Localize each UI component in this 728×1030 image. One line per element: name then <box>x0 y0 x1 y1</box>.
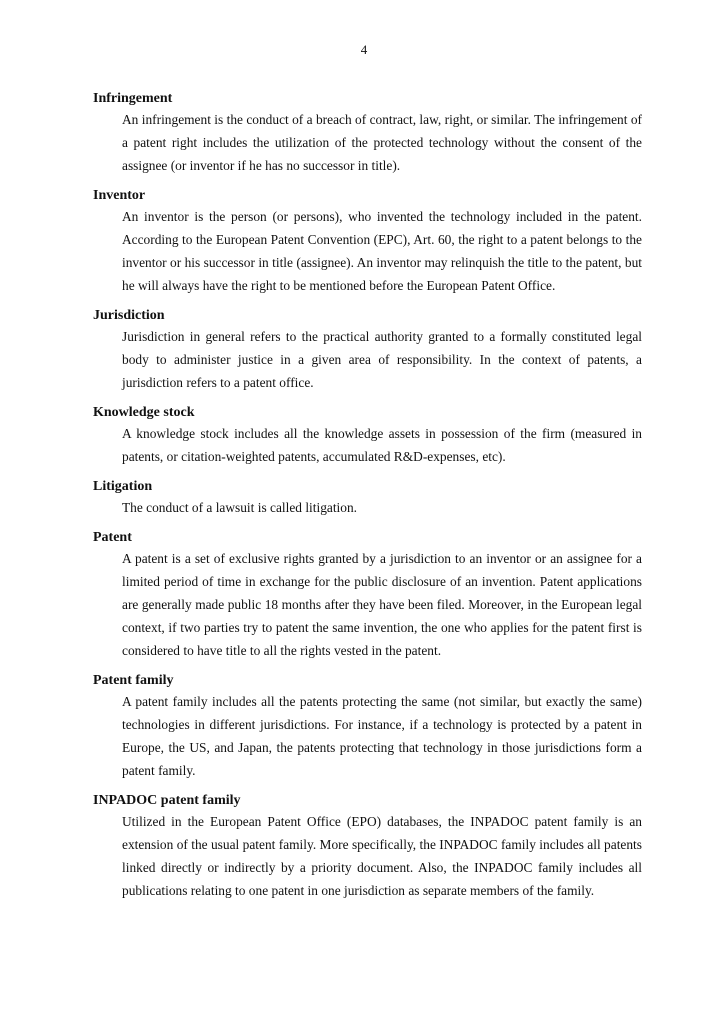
glossary-definition: A patent is a set of exclusive rights granted by a jurisdiction to an inventor or an assignee for a limited period of time in exchange for the public disclosure of an invention. Patent applications are generally made public 18 months after they have been filed. Moreover, in the European legal context, if two parties try to patent the same invention, the one who applies for the patent first is considered to have title to all the rights vested in the patent. <box>122 551 642 658</box>
glossary-term: Litigation <box>93 479 153 494</box>
glossary-term: Patent family <box>93 673 174 688</box>
glossary-definition: Jurisdiction in general refers to the practical authority granted to a formally constituted legal body to administer justice in a given area of responsibility. In the context of patents, a jurisdiction refers to a patent office. <box>122 329 642 390</box>
glossary-definition: A patent family includes all the patents protecting the same (not similar, but exactly the same) technologies in different jurisdictions. For instance, if a technology is protected by a patent in Europe, the US, and Japan, the patents protecting that technology in those jurisdictions form a patent family. <box>122 694 642 778</box>
glossary-entry-knowledge-stock <box>93 403 642 468</box>
glossary-definition: An inventor is the person (or persons), who invented the technology included in the patent. According to the European Patent Convention (EPC), Art. 60, the right to a patent belongs to the inventor or his successor in title (assignee). An inventor may relinquish the title to the patent, but he will always have the right to be mentioned before the European Patent Office. <box>122 209 642 293</box>
glossary-term: INPADOC patent family <box>93 793 241 808</box>
glossary-definition: A knowledge stock includes all the knowledge assets in possession of the firm (measured in patents, or citation-weighted patents, accumulated R&D-expenses, etc). <box>122 426 642 464</box>
glossary-definition: Utilized in the European Patent Office (EPO) databases, the INPADOC patent family is an extension of the usual patent family. More specifically, the INPADOC family includes all patents linked directly or indirectly by a priority document. Also, the INPADOC family includes all publications relating to one patent in one jurisdiction as separate members of the family. <box>122 814 642 898</box>
glossary-definition: The conduct of a lawsuit is called litigation. <box>122 500 358 515</box>
glossary-entry-inventor <box>93 186 642 297</box>
glossary-entry-infringement <box>93 89 642 177</box>
glossary-term: Jurisdiction <box>93 308 165 323</box>
glossary-term: Patent <box>93 530 132 545</box>
glossary-term: Inventor <box>93 188 146 203</box>
glossary-list <box>93 89 642 911</box>
glossary-entry-inpadoc-patent-family <box>93 791 642 902</box>
glossary-entry-jurisdiction <box>93 306 642 394</box>
glossary-entry-patent <box>93 528 642 662</box>
glossary-definition: An infringement is the conduct of a breach of contract, law, right, or similar. The infringement of a patent right includes the utilization of the protected technology without the consent of the assignee (or inventor if he has no successor in title). <box>122 112 642 173</box>
page-number: 4 <box>360 42 368 57</box>
glossary-entry-patent-family <box>93 671 642 782</box>
glossary-term: Knowledge stock <box>93 405 195 420</box>
glossary-term: Infringement <box>93 91 173 106</box>
glossary-entry-litigation <box>93 477 642 519</box>
